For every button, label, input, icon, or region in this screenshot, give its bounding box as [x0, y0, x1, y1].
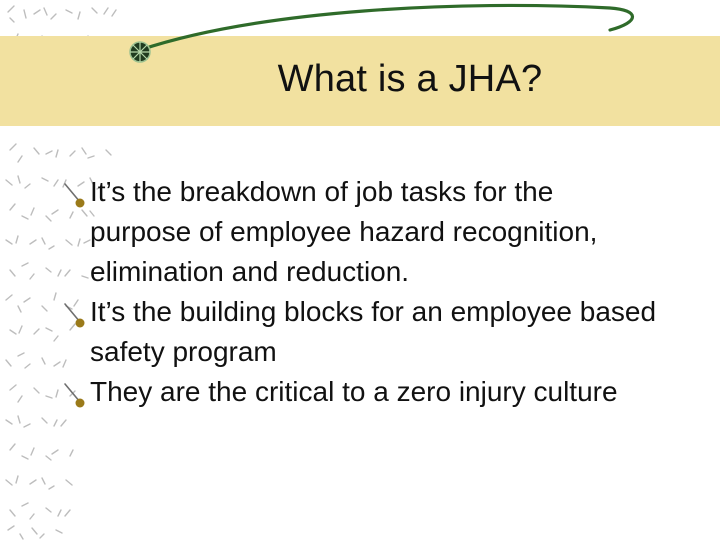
pen-bullet-icon — [62, 380, 86, 410]
slide-title: What is a JHA? — [277, 58, 543, 100]
bullet-item-3 — [62, 372, 662, 412]
bullet-item-2 — [62, 292, 662, 372]
globe-ornament-icon — [130, 42, 150, 62]
pen-bullet-icon — [62, 180, 86, 210]
bullet-text-2: It’s the building blocks for an employee based safety program — [90, 296, 657, 367]
pen-bullet-icon — [62, 300, 86, 330]
bullet-list — [62, 172, 662, 412]
bullet-item-1 — [62, 172, 662, 292]
bullet-text-3: They are the critical to a zero injury culture — [90, 376, 618, 407]
bullet-text-1: It’s the breakdown of job tasks for the purpose of employee hazard recognition, elimination and reduction. — [90, 176, 598, 287]
